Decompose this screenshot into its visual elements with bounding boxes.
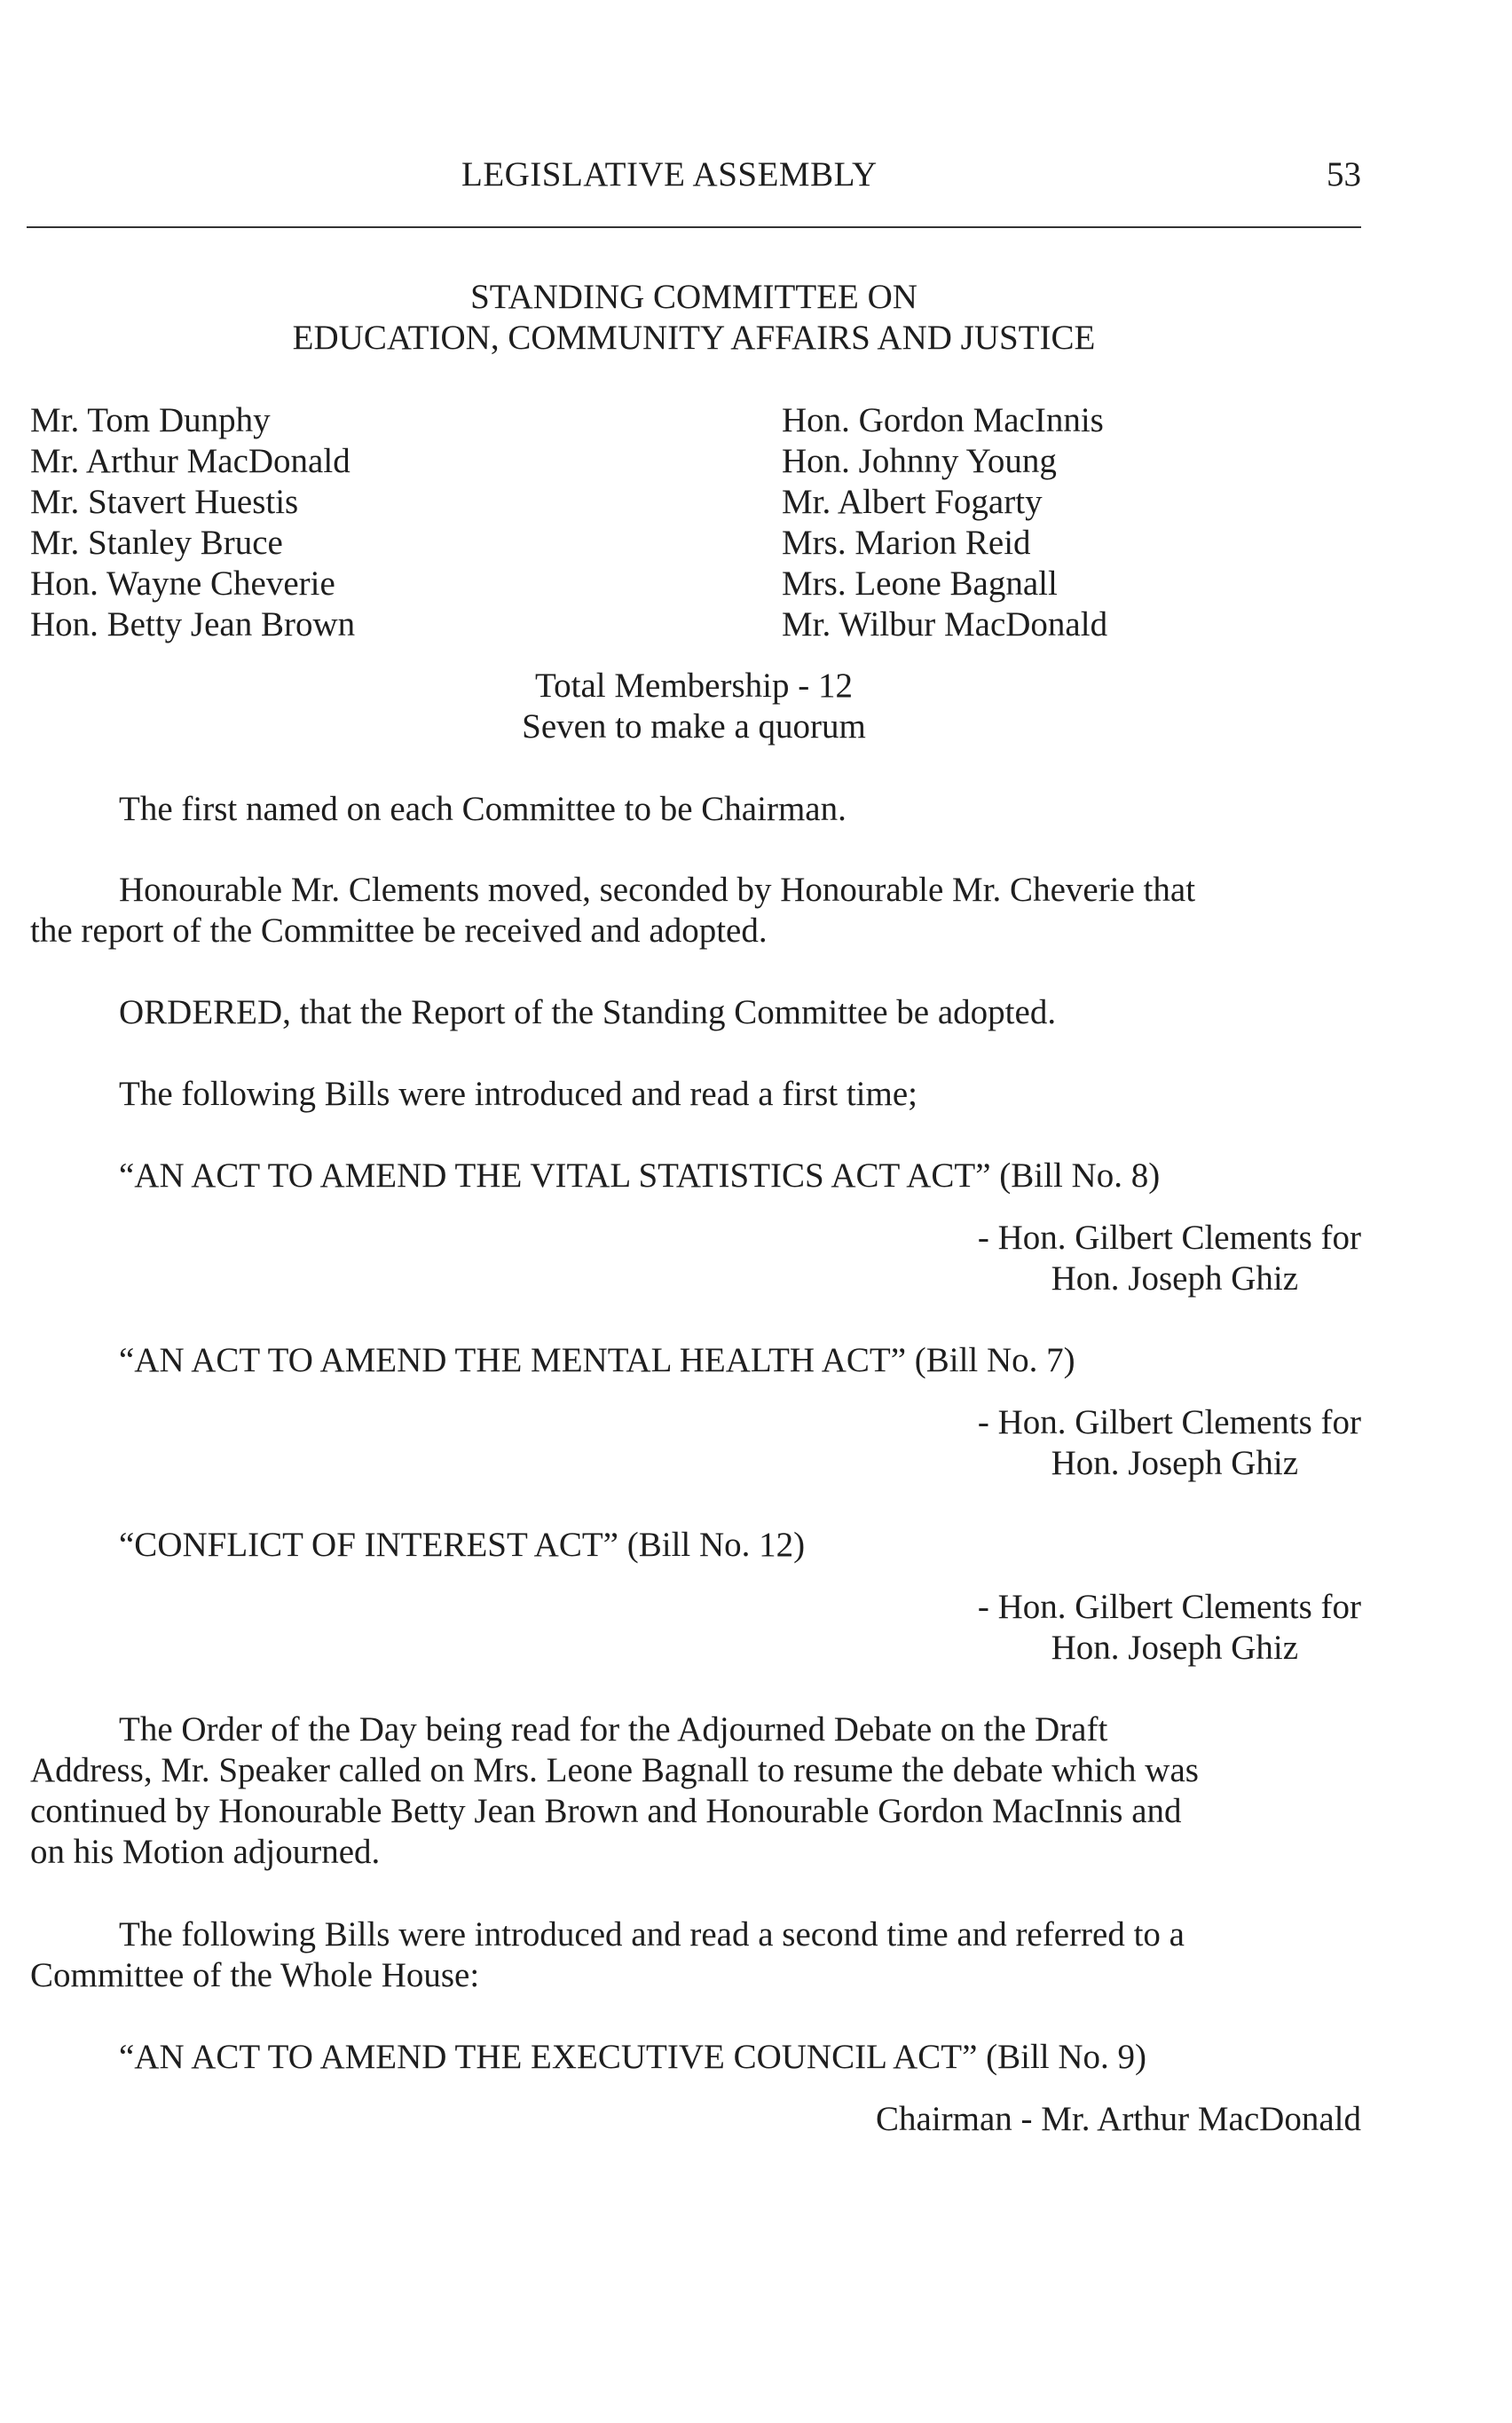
paragraph-debate-line3: continued by Honourable Betty Jean Brown and Honourable Gordon MacInnis and [30, 1792, 1182, 1830]
committee-title-line2: EDUCATION, COMMUNITY AFFAIRS AND JUSTICE [292, 319, 1096, 357]
paragraph-ordered: ORDERED, that the Report of the Standing Committee be adopted. [119, 993, 1057, 1031]
members-left-column [30, 400, 355, 645]
paragraph-motion-line1: Honourable Mr. Clements moved, seconded by Honourable Mr. Cheverie that [119, 871, 1196, 909]
paragraph-chairman-note: The first named on each Committee to be Chairman. [119, 790, 847, 828]
member-name: Hon. Gordon MacInnis [782, 401, 1104, 439]
committee-chairman: Chairman - Mr. Arthur MacDonald [876, 2100, 1361, 2138]
total-membership: Total Membership - 12 [535, 667, 853, 705]
bill-title: “AN ACT TO AMEND THE MENTAL HEALTH ACT” (Bill No. 7) [119, 1341, 1075, 1379]
member-name: Mrs. Marion Reid [782, 524, 1031, 562]
paragraph-second-reading-line2: Committee of the Whole House: [30, 1956, 480, 1994]
member-name: Mr. Tom Dunphy [30, 401, 271, 439]
member-name: Hon. Johnny Young [782, 442, 1057, 480]
committee-title-line1: STANDING COMMITTEE ON [470, 278, 917, 316]
bill-sponsor: - Hon. Gilbert Clements for [977, 1588, 1361, 1626]
paragraph-first-reading: The following Bills were introduced and read a first time; [119, 1075, 917, 1113]
bill-sponsor-minister: Hon. Joseph Ghiz [1051, 1259, 1298, 1298]
bill-title: “CONFLICT OF INTEREST ACT” (Bill No. 12) [119, 1526, 806, 1564]
members-right-column [782, 400, 1107, 645]
member-name: Mr. Wilbur MacDonald [782, 605, 1108, 643]
member-name: Hon. Betty Jean Brown [30, 605, 356, 643]
paragraph-second-reading-line1: The following Bills were introduced and read a second time and referred to a [119, 1915, 1185, 1953]
page-number: 53 [1327, 155, 1361, 193]
bill-sponsor-minister: Hon. Joseph Ghiz [1051, 1444, 1298, 1482]
member-name: Mr. Arthur MacDonald [30, 442, 350, 480]
member-name: Mrs. Leone Bagnall [782, 564, 1058, 603]
quorum-note: Seven to make a quorum [522, 707, 866, 746]
bill-title: “AN ACT TO AMEND THE VITAL STATISTICS ACT ACT” (Bill No. 8) [119, 1156, 1161, 1195]
bill-title: “AN ACT TO AMEND THE EXECUTIVE COUNCIL ACT” (Bill No. 9) [119, 2038, 1147, 2076]
bill-sponsor: - Hon. Gilbert Clements for [977, 1403, 1361, 1441]
member-name: Mr. Stanley Bruce [30, 524, 283, 562]
paragraph-motion-line2: the report of the Committee be received and adopted. [30, 912, 768, 950]
paragraph-debate-line4: on his Motion adjourned. [30, 1833, 381, 1871]
paragraph-debate-line2: Address, Mr. Speaker called on Mrs. Leone Bagnall to resume the debate which was [30, 1751, 1199, 1789]
paragraph-debate-line1: The Order of the Day being read for the Adjourned Debate on the Draft [119, 1710, 1108, 1748]
running-header-title: LEGISLATIVE ASSEMBLY [461, 155, 878, 193]
bill-sponsor-minister: Hon. Joseph Ghiz [1051, 1629, 1298, 1667]
member-name: Mr. Albert Fogarty [782, 483, 1043, 521]
header-rule [27, 226, 1361, 228]
member-name: Hon. Wayne Cheverie [30, 564, 335, 603]
bill-sponsor: - Hon. Gilbert Clements for [977, 1219, 1361, 1257]
member-name: Mr. Stavert Huestis [30, 483, 299, 521]
